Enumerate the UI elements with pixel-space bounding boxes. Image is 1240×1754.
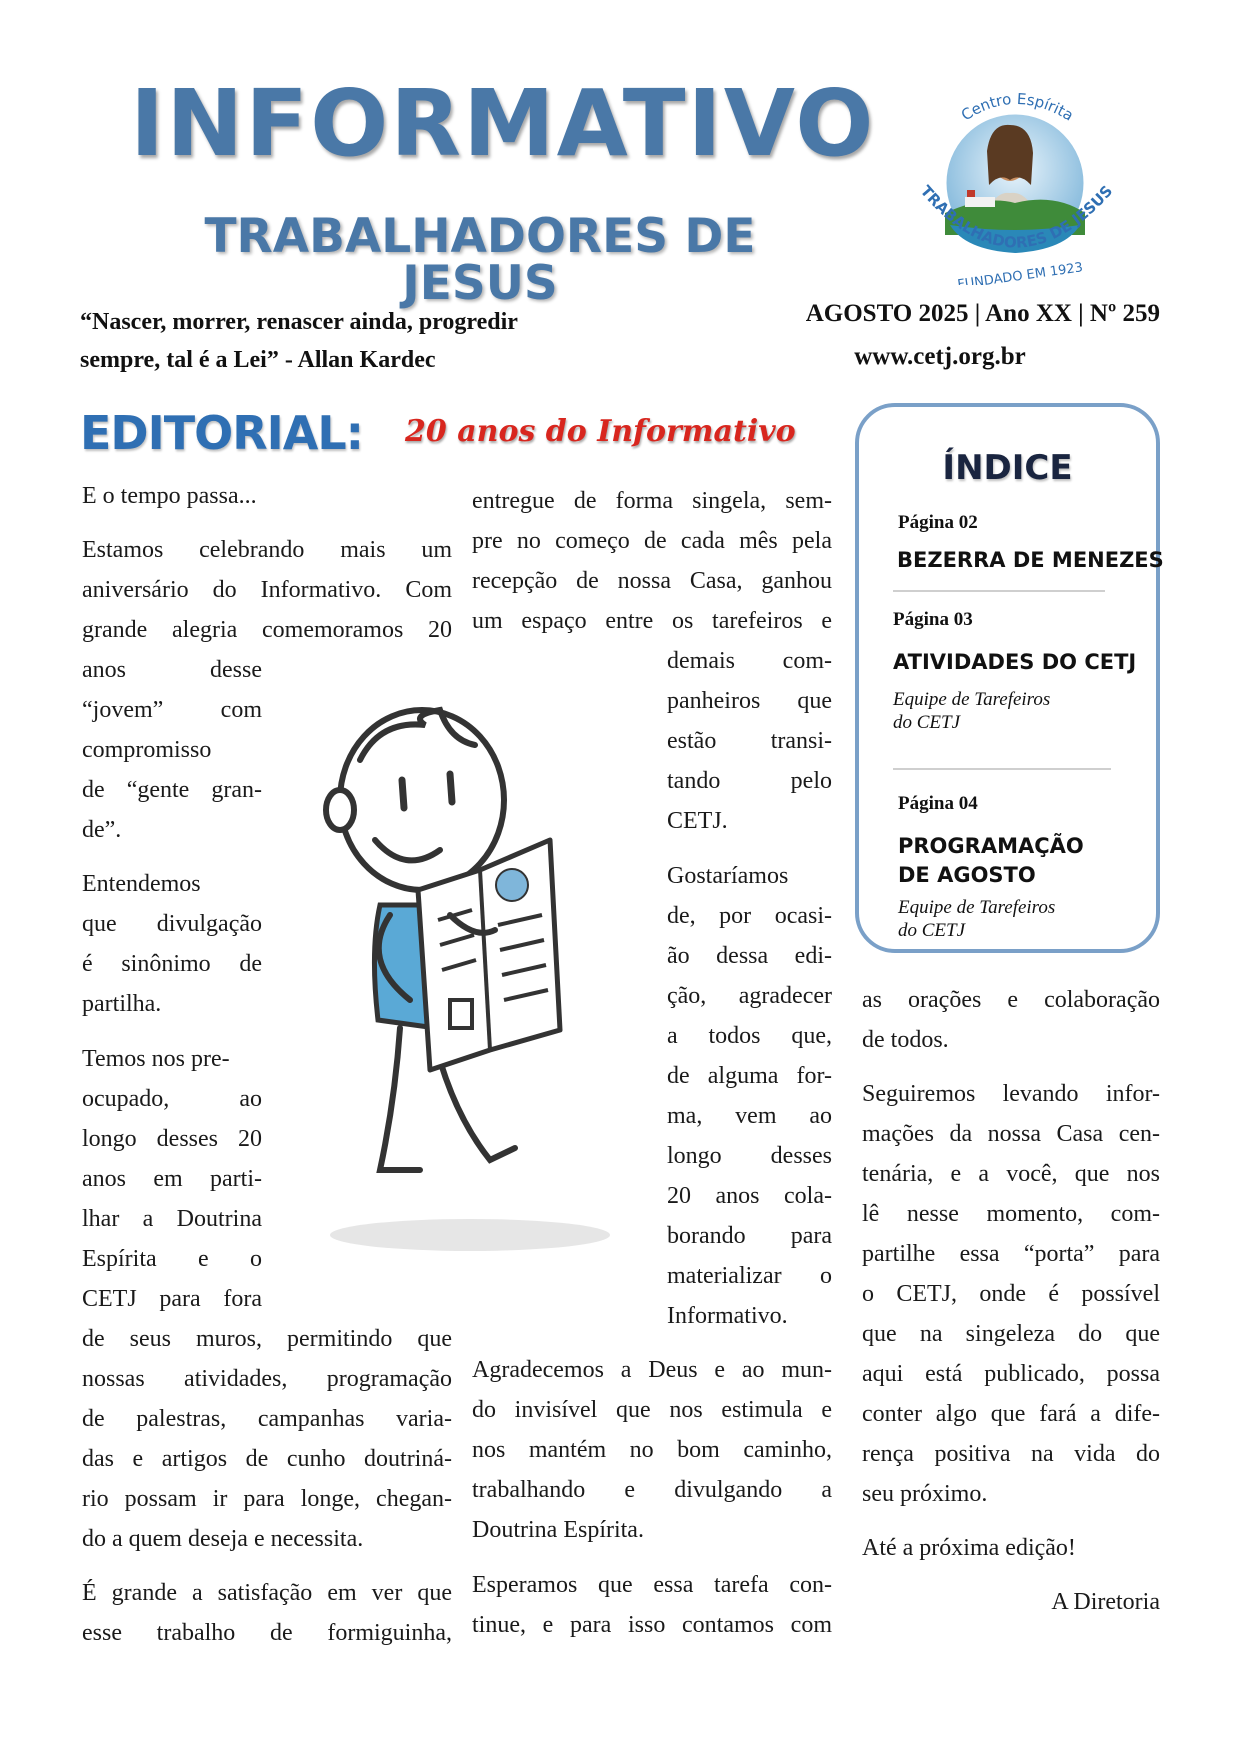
text-line: ão dessa edi- [667, 943, 832, 969]
text-line: ma, vem ao [667, 1103, 832, 1129]
index-title: ÍNDICE [942, 448, 1073, 488]
index-entry-programacao[interactable]: PROGRAMAÇÃO DE AGOSTO [898, 834, 1084, 887]
text-line: de todos. [862, 1027, 949, 1053]
text-line: CETJ para fora [82, 1286, 262, 1312]
cetj-logo [905, 85, 1135, 285]
index-page-number: Página 04 [898, 793, 978, 814]
index-entry-atividades[interactable]: ATIVIDADES DO CETJ [893, 650, 1137, 674]
website-link[interactable]: www.cetj.org.br [854, 343, 1026, 370]
text-line: Agradecemos a Deus e ao mun- [472, 1357, 832, 1383]
text-line: das e artigos de cunho doutriná- [82, 1446, 452, 1472]
text-line: de”. [82, 817, 122, 843]
text-line: materializar o [667, 1263, 832, 1289]
text-line: borando para [667, 1223, 832, 1249]
text-line: longo desses [667, 1143, 832, 1169]
text-line: rença positiva na vida do [862, 1441, 1160, 1467]
text-line: Seguiremos levando infor- [862, 1081, 1160, 1107]
logo-ring-text: TRABALHADORES DE JESUS [916, 181, 1117, 252]
text-line: a todos que, [667, 1023, 832, 1049]
text-line: do invisível que nos estimula e [472, 1397, 832, 1423]
text-line: compromisso [82, 737, 212, 763]
text-line: aniversário do Informativo. Com [82, 577, 452, 603]
text-line: conter algo que fará a dife- [862, 1401, 1160, 1427]
text-line: CETJ. [667, 808, 728, 834]
text-line: tinue, e para isso contamos com [472, 1612, 832, 1638]
newsletter-subtitle: TRABALHADORES DE JESUS [204, 209, 756, 311]
text-line: grande alegria comemoramos 20 [82, 617, 452, 643]
text-line: Gostaríamos [667, 863, 789, 889]
text-line: É grande a satisfação em ver que [82, 1580, 452, 1606]
text-line: recepção de nossa Casa, ganhou [472, 568, 832, 594]
text-line: Doutrina Espírita. [472, 1517, 644, 1543]
text-line: Espírita e o [82, 1246, 262, 1272]
reader-illustration [300, 700, 640, 1260]
text-line: nos mantém no bom caminho, [472, 1437, 832, 1463]
text-line: o CETJ, onde é possível [862, 1281, 1160, 1307]
text-line: anos desse [82, 657, 262, 683]
text-line: partilhe essa “porta” para [862, 1241, 1160, 1267]
index-entry-team: Equipe de Tarefeiros [893, 689, 1051, 710]
text-line: de palestras, campanhas varia- [82, 1406, 452, 1432]
text-line: “jovem” com [82, 697, 262, 723]
index-page-number: Página 02 [898, 512, 978, 533]
text-line: que divulgação [82, 911, 262, 937]
text-line: lhar a Doutrina [82, 1206, 262, 1232]
text-line: de “gente gran- [82, 777, 262, 803]
text-line: do a quem deseja e necessita. [82, 1526, 364, 1552]
text-line: Entendemos [82, 871, 201, 897]
text-line: mações da nossa Casa cen- [862, 1121, 1160, 1147]
text-line: um espaço entre os tarefeiros e [472, 608, 832, 634]
text-line: as orações e colaboração [862, 987, 1160, 1013]
text-line: seu próximo. [862, 1481, 988, 1507]
index-entry-team: do CETJ [893, 712, 961, 733]
text-line: Esperamos que essa tarefa con- [472, 1572, 832, 1598]
text-line: de, por ocasi- [667, 903, 832, 929]
text-line: esse trabalho de formiguinha, [82, 1620, 452, 1646]
text-line: estão transi- [667, 728, 832, 754]
text-line: ção, agradecer [667, 983, 832, 1009]
newsletter-title: INFORMATIVO [130, 70, 876, 177]
index-divider [893, 590, 1105, 592]
text-line: tando pelo [667, 768, 832, 794]
index-entry-team: Equipe de Tarefeiros [898, 897, 1056, 918]
text-line: demais com- [667, 648, 832, 674]
text-line: de alguma for- [667, 1063, 832, 1089]
index-page-number: Página 03 [893, 609, 973, 630]
text-line: aqui está publicado, possa [862, 1361, 1160, 1387]
text-line: entregue de forma singela, sem- [472, 488, 832, 514]
text-line: 20 anos cola- [667, 1183, 832, 1209]
editorial-heading: EDITORIAL: [80, 406, 364, 460]
text-line: anos em parti- [82, 1166, 262, 1192]
index-divider [893, 768, 1111, 770]
text-line: ocupado, ao [82, 1086, 262, 1112]
logo-top-text: Centro Espírita [957, 89, 1077, 125]
editorial-subheading: 20 anos do Informativo [405, 414, 796, 449]
text-line: panheiros que [667, 688, 832, 714]
editorial-signature: A Diretoria [1051, 1589, 1160, 1615]
edition-info: AGOSTO 2025 | Ano XX | Nº 259 [805, 300, 1160, 327]
text-line: E o tempo passa... [82, 483, 257, 509]
text-line: tenária, e a você, que nos [862, 1161, 1160, 1187]
text-line: lê nesse momento, com- [862, 1201, 1160, 1227]
text-line: que na singeleza do que [862, 1321, 1160, 1347]
text-line: nossas atividades, programação [82, 1366, 452, 1392]
text-line: de seus muros, permitindo que [82, 1326, 452, 1352]
text-line: é sinônimo de [82, 951, 262, 977]
text-line: trabalhando e divulgando a [472, 1477, 832, 1503]
logo-founded-text: FUNDADO EM 1923 [956, 260, 1084, 285]
text-line: Estamos celebrando mais um [82, 537, 452, 563]
index-entry-team: do CETJ [898, 920, 966, 941]
text-line: longo desses 20 [82, 1126, 262, 1152]
index-entry-bezerra[interactable]: BEZERRA DE MENEZES [897, 548, 1164, 572]
text-line: rio possam ir para longe, chegan- [82, 1486, 452, 1512]
text-line: pre no começo de cada mês pela [472, 528, 832, 554]
text-line: partilha. [82, 991, 162, 1017]
text-line: Informativo. [667, 1303, 788, 1329]
kardec-quote: “Nascer, morrer, renascer ainda, progredir sempre, tal é a Lei” - Allan Kardec [80, 309, 518, 373]
text-line: Até a próxima edição! [862, 1535, 1076, 1561]
text-line: Temos nos pre- [82, 1046, 230, 1072]
